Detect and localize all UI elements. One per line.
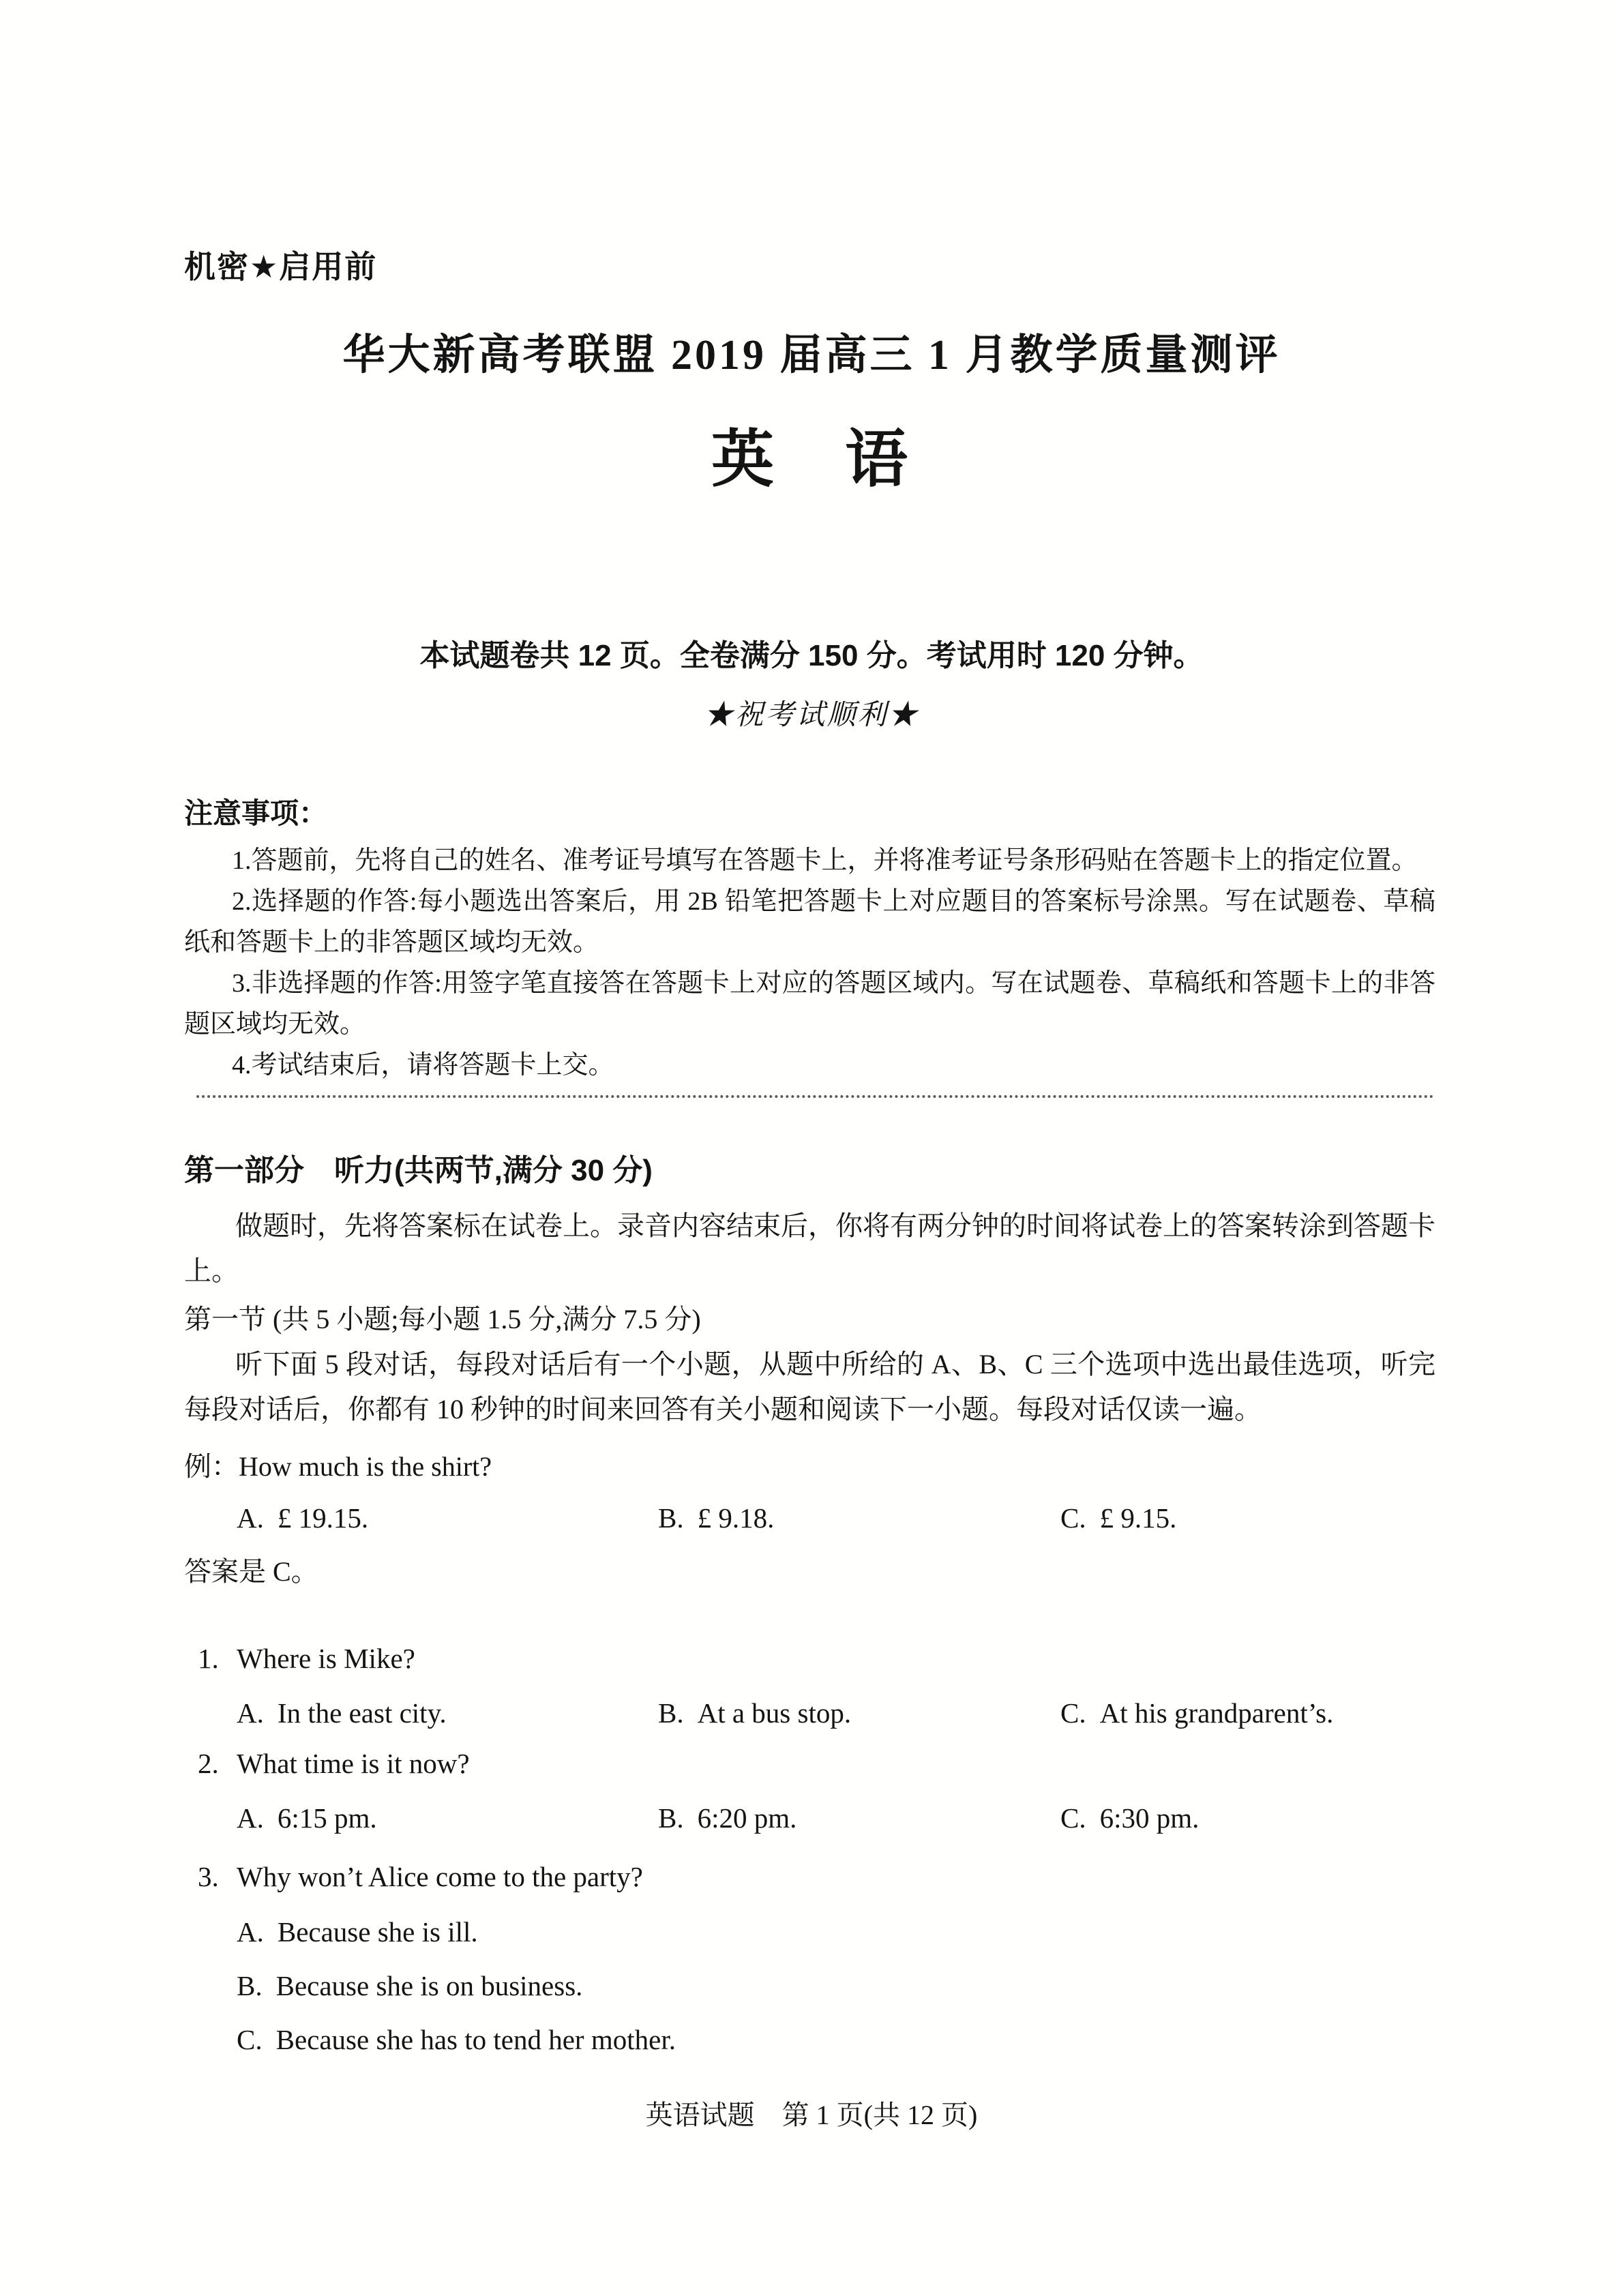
question-2-option-b: B. 6:20 pm.: [658, 1802, 797, 1834]
classification-label: 机密★启用前: [184, 249, 378, 284]
example-answer: 答案是 C。: [184, 1556, 318, 1587]
note-item-3: 3.非选择题的作答:用签字笔直接答在答题卡上对应的答题区域内。写在试题卷、草稿纸和答题卡上的非答题区域均无效。: [184, 969, 1435, 1039]
question-3-text: Why won’t Alice come to the party?: [237, 1861, 643, 1892]
question-1-number: 1.: [198, 1643, 219, 1674]
question-1-text: Where is Mike?: [237, 1643, 415, 1674]
note-item-1: 1.答题前，先将自己的姓名、准考证号填写在答题卡上，并将准考证号条形码贴在答题卡上的指定位置。: [232, 846, 1418, 875]
example-options-row: [184, 1497, 1435, 1538]
example-option-a: A. £ 19.15.: [237, 1502, 369, 1534]
question-1-option-c: C. At his grandparent’s.: [1060, 1697, 1334, 1729]
question-3-option-b: B. Because she is on business.: [237, 1970, 583, 2001]
question-3-option-a: A. Because she is ill.: [237, 1916, 478, 1948]
part1-instruction: 做题时，先将答案标在试卷上。录音内容结束后，你将有两分钟的时间将试卷上的答案转涂到答题卡上。: [184, 1210, 1435, 1286]
dotted-divider: [196, 1095, 1434, 1098]
example-option-c: C. £ 9.15.: [1060, 1502, 1177, 1534]
question-1-options-row: [184, 1693, 1435, 1733]
section1-instruction: 听下面 5 段对话，每段对话后有一个小题，从题中所给的 A、B、C 三个选项中选出最佳选项，听完每段对话后，你都有 10 秒钟的时间来回答有关小题和阅读下一小题。每段对话仅读一遍。: [184, 1349, 1435, 1425]
notes-section: [184, 791, 1435, 1086]
notes-title: 注意事项：: [184, 797, 328, 829]
example-option-b: B. £ 9.18.: [658, 1502, 775, 1534]
question-3: [184, 1856, 1435, 1897]
question-2-text: What time is it now?: [237, 1748, 470, 1779]
question-2-option-a: A. 6:15 pm.: [237, 1802, 377, 1834]
example-question: 例：How much is the shirt?: [184, 1451, 492, 1482]
part1-heading: 第一部分 听力(共两节,满分 30 分): [184, 1154, 653, 1187]
question-3-options-list: [184, 1909, 1435, 2071]
good-luck-line: ★祝考试顺利★: [704, 700, 919, 731]
question-1-option-b: B. At a bus stop.: [658, 1697, 852, 1729]
question-3-option-c: C. Because she has to tend her mother.: [237, 2024, 676, 2055]
question-2-option-c: C. 6:30 pm.: [1060, 1802, 1200, 1834]
exam-info-line: 本试题卷共 12 页。全卷满分 150 分。考试用时 120 分钟。: [419, 639, 1204, 672]
page-footer: 英语试题 第 1 页(共 12 页): [645, 2100, 978, 2130]
note-item-4: 4.考试结束后，请将答题卡上交。: [232, 1051, 614, 1079]
question-3-number: 3.: [198, 1861, 219, 1892]
question-2-options-row: [184, 1798, 1435, 1838]
note-item-2: 2.选择题的作答:每小题选出答案后，用 2B 铅笔把答题卡上对应题目的答案标号涂黑。写在试题卷、草稿纸和答题卡上的非答题区域均无效。: [184, 887, 1435, 957]
subject-title: 英 语: [711, 425, 912, 494]
exam-title: 华大新高考联盟 2019 届高三 1 月教学质量测评: [342, 332, 1281, 378]
question-2: [184, 1743, 1435, 1784]
question-1: [184, 1638, 1435, 1679]
question-1-option-a: A. In the east city.: [237, 1697, 447, 1729]
question-2-number: 2.: [198, 1748, 219, 1779]
section1-heading: 第一节 (共 5 小题;每小题 1.5 分,满分 7.5 分): [184, 1304, 701, 1335]
